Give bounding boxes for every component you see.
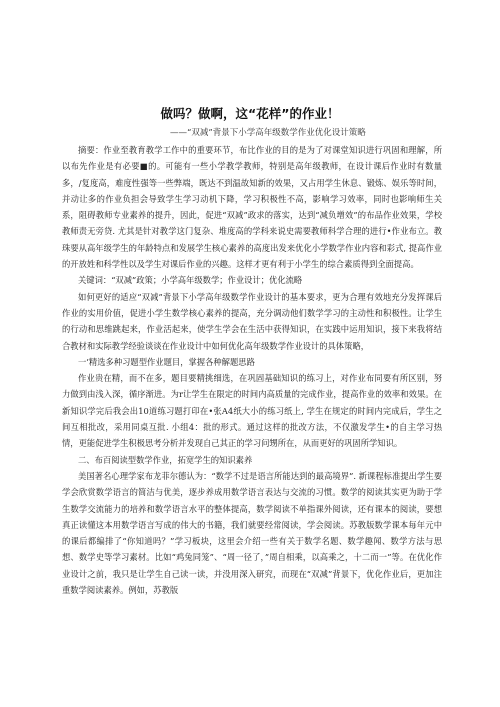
section-heading-1: 一’精选多种习题型作业题目，掌握各种解题思路 — [78, 356, 255, 367]
abstract-paragraph: 摘要：作业至教育教学工作中的重要环节，布比作业的目的是为了对课堂知识进行巩固和理解，所以布先作业是有必要■的。可能有一些小学教学教师，特别是高年级教师，在设计课后作业时有数量多，/复度高，难度性强等一些弊端，既达不到温故知新的效果，又占用学生休息、锻炼、娱乐等时间，并动让多的作业负担会导致学生学习动机下降，学习积极性不高，影响学习效率，同时也影响师生关系，阻碍教师专业素养的提升，因此，促进“双减”政求的落实，达到“减负增效”的布品作业效果，学校教师责无旁贷. 尤其是针对教学这门复杂、堆度高的学科来说史需要教师科学合理的进行•作业布立。教珠要从高年级学生的年龄特点和发展学生核心素养的高度出发来优化小学数学作业内容和彩式, 提高作业的开放姓和科学性以及学生对课后作业的兴趣。这样才更有利于小学生的综合素质得到全面提高。 — [62, 145, 442, 270]
subtitle: ——“双减”背景下小学高年级数学作业优化设计策略 — [170, 128, 366, 138]
section-heading-2: 二、布百阅读型数学作业，拓宽学生的知识素养 — [78, 454, 253, 465]
intro-paragraph: 如何更好的适应“双减”背景下小学高年级数学作业设计的基本要求，更为合理有效地充分发挥课后作业的实用价值，促进小学生数学核心素养的提高，充分调动他们数学学习的主动性和积极性。让学生的行动和思维跳起来，作业活起来，使学生学会在生活中获得知识，在实践中运用知识，接下来我将结合教材和实际教学经验谈谈在作业设计中如何优化高年级数学作业设计的具体策略， — [62, 291, 442, 351]
page-title: 做吗？做啊，这“花样”的作业！ — [160, 106, 340, 121]
document-body — [62, 142, 442, 598]
section-paragraph-2: 美国著名心理学家布龙菲尔德认为：“数学不过是语言所能达到的最高境界”. 新课程标准提出学生要学会欣赏数学语言的简洁与优美，逐步养成用数学语言表达与交流的习惯。数学的阅读其实更为助于学生数学交流能力的培养和数学语言水平的整体提高，数学阅读不单指课外阅读，还有课本的阅读，要想真正读懂这本用数学语言写成的伟大的书籍，我们就要经常阅读，学会阅读。苏教版数学课本每年元中的课后都编排了“你知道吗？”学习板块，这里会介绍一些有关于数学名题、数学趣闻、数学方法与思想、数学史等学习素材。比如“鸡兔同笼”、“周一径了，”周自相乘，以高乘之，十二而一”等。在优化作业设计之前，我只是让学生自己读一读，并没用深入研究，而现在“双减”背景下，优化作业后，更加注重数学阅读素养。例如，苏教版 — [62, 470, 442, 596]
keywords-paragraph: 关键词：“双减”政策；小学高年级数学；作业设计；优化流略 — [78, 275, 303, 286]
section-paragraph-1: 作业贵在精，而不在多，题目要精挑细选，在巩固基础知识的练习上，对作业布同要有所区别，努力做到由浅入深，循序渐进。为r让学生在限定的时间内高质量的完成作业，提高作业的效率和效果。在新知识学完后我会出10道练习题打印在•张A4纸大小的练习纸上, 学生在规定的时间内完成后，学生之间互相批改，采用同桌互批. 小组4：批的形式。通过这样的批改方法，不仅激发学生•的自主学习热情，更能促进学生积极思考分析并发现自己其正的学习问甥所在，从而更好的巩固所学知识。 — [62, 373, 442, 449]
